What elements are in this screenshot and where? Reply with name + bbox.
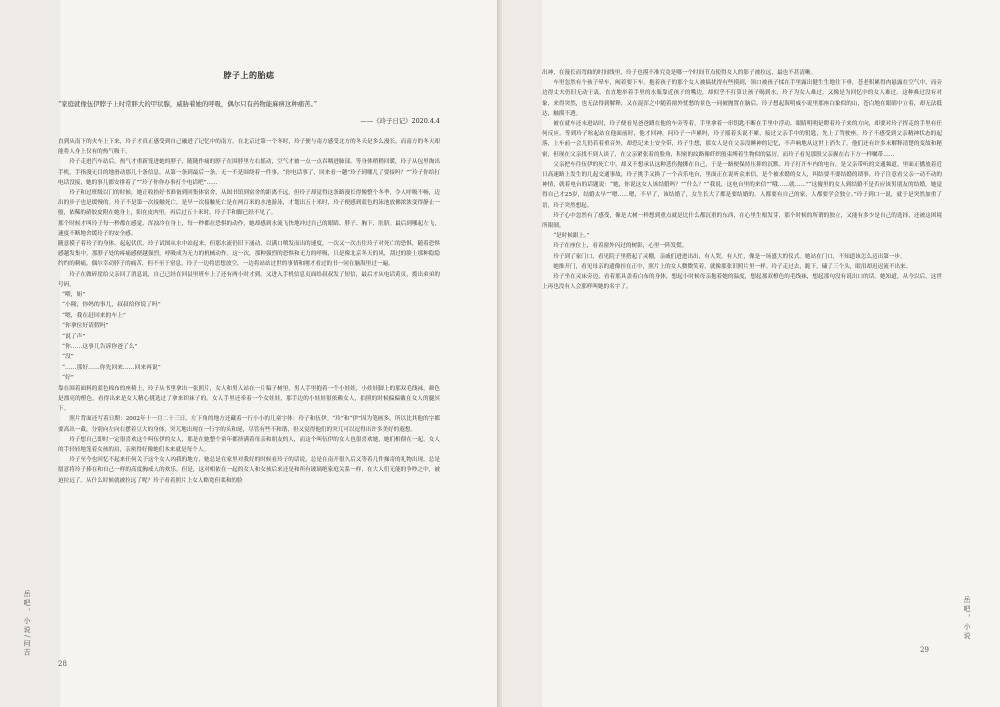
paragraph: 玲子和过班级以门的时候，她正收拾好书准备到回集体宿舍，从图书馆到宿舍的距离不远，但玲子却觉得这条路漫长得像整个冬季，令人呼吸不畅，迈出的步子也是缓慢的。玲子不是第一次接触死亡，是早一次接触死亡是在两百米的水池游泳，才划出五十米时，玲子便感到蓝色的泳池放佛浓浓变得静止一般，依稀的硝胶皮附在她身上，阳在皮肉里。再后过五十米时，玲子手和脚已经不见了。	[58, 190, 440, 217]
paragraph: 玲子到了家门口，看见院子里搭起了灵棚，亲戚们进进出出，有人哭，有人忙，像是一场盛大的仪式。她站在门口，不知道该怎么迈出第一步。	[553, 253, 906, 260]
paragraph: 玲子在做碎崖给父亲回了消息说，自己已经在回县里班车上了还有两小时才到。又进入手机信息页面给叔叔发了短信，最后才从电话黄页，拨出弟弟的号码。	[58, 271, 440, 288]
paragraph: 靠在围着面料的蓝色棉布的座椅上，玲子从书里拿出一张照片，女人和男人站在一片稿子树里，男人手里抱着一个小娃娃，小娃娃脚上的那双毛线袜，颜色是漂亮的橙色，看得出来是女人精心挑选过了拿来织袜子的。女人手里还牵着一个女娃娃，那手边的小娃娃很依赖女人，拍照的时候偏偏戴在女人的腿冥下。	[58, 385, 440, 413]
paragraph: 玲子至今也回忆不起来任何关于这个女人凶我的地方，她总是在家里对我好的时候看玲子的话说，总是在南开很久后又等着几件操奇的礼物出现，总是愿意将玲子捧在和自己一样的高度胸戒人的欢乐。但是，这对相依在一起的女人和女孩后来还是和所有玻璃绝家庭关系一样，在大人们无能的争吵之中，被迫拉远了。从什么时候就被拉远了呢？玲子看着照片上女人略宽但柔和的脸	[58, 457, 440, 484]
paragraph: 玲子坐在灵床旁边，看着那具盖着白布的身体，想起小时候母亲抱着她的温度，想起那双橙色的毛线袜，想起那句没有说出口的话。她知道，从今以后，这世上再也没有人会那样叫她的名字了。	[542, 274, 942, 291]
dialogue-line: “喂，姐”	[62, 292, 86, 299]
dialogue-line: “你拿位好请假吗”	[62, 323, 109, 330]
dialogue-line: “你……这事儿告诉你爸了么”	[62, 344, 138, 351]
paragraph: 出神，在漫长而弯曲的时间线里，玲子也摸不准究竟是哪一个时间节点使得女人的影子被拉远，最也不甚清晰。	[542, 70, 817, 76]
running-head: 岳吧，小说/问吉	[23, 590, 31, 658]
paragraph: 随意摸子着玲子的身体、起起伏伏，玲子试图从水中站起来，但那水流仍旧下涌动，以满口喷发而出的速度，一次又一次击往玲子对死亡的恐惧，随着恐惧感越发集中，那脖子处的疼痛感便越强烈，呼吸成为无力的机械动作。这一次，那种强烈的恐惧和无力的呼吸，只是像北京冬天的风，刮过的脸上那种隐隐约约的刺痛。偶尔幸动脖子的痛苦，但不至于窒息。玲子一边将思想放空，一边将站站过世的事情和刚才看过的书一同在脑海里过一遍。	[58, 241, 440, 268]
page-shadow	[502, 0, 542, 707]
dialogue-line: “好”	[62, 375, 74, 382]
paragraph: “是时候跟上。”	[553, 233, 590, 240]
dialogue-line: “嗯，我在赶回来的车上”	[62, 312, 126, 319]
paragraph: 父亲把车往伍伊的死亡中，却又不想承认这种悲伤抛掷在自己，于是一路便保持压抑的沉默。玲子打开车内的电台，是父亲带听的交通频道，里面正播放着近日高速路上发生的几起交通事故，玲子挑手又换了一个音乐电台，里面正在说听众来信，是个被求婚的女人，纠结要不要结婚的琐事。玲子注意看父亲一动不动的神情，就着电台的话题说：“她，你说这女人该结婚吗？”“什么？”“我说，这电台里的来信”“哦……就……”“这傻里的女人到结婚不是否应该男朋友的结婚，她觉得自己才25岁，结婚太早”“嗯……嗯，不早了，该结婚了，女生长大了都是要结婚的，人都要有自己的家，人都要学会独立。”玲子到口一说，就于是突然加重了语，玲子突然想起。	[542, 161, 942, 209]
epigraph: “家庭就像伍伊脖子上时常胖大的甲状腺，威胁着她的呼吸，偶尔只有药物能麻痹这种痛苦。”	[58, 100, 317, 108]
epigraph-source: ——《玲子日记》2020.4.4	[360, 117, 440, 125]
paragraph: 那个时候才叫玲子每一秒都在感觉，浑浊冷在身上，每一秒都在恐惧的动作，她却感到水流飞快地冲过自己的眼睛、脖子、胸下、肚脐。最后到哪起左飞，速度不断地舍缓玲子的安全感。	[58, 220, 440, 237]
page-number: 29	[920, 646, 929, 654]
dialogue-line: “小隆，你妈的事儿，叔叔给你说了吗”	[62, 302, 161, 309]
paragraph: 玲子走进汽车站后，热气才重新笼进她的脖子，随随作痛的脖子在围脖里左右摇动，空气才被一点一点吞咽进肺部。等身体稍稍回暖，玲子从包里掏出手机，手指漫无目的地滑动那几十条信息。从第一条到最后一条，无一不是围绕着一件事。“你电话事了，回来看一趟”玲子到哪儿了要接吗？”“玲子你给打电话没接，她的事儿都安排着了”“玲子你你办事打个电话吧”……	[58, 159, 440, 186]
paragraph: 被在就车还未进站时，玲子便看见爸爸蹲在他的车旁等着，手里拿着一串钥匙不断在手里中浮动，眼睛明明是瞪着玲子来的方向，却要对玲子挥走的手里有任何反应。等到玲子吆起站在他面前时，他才回神，问玲子一声累吗，玲子摇着头说不累，接过父亲手中的钥匙，先上了驾驶座。玲子不感受到父亲精神状态的起落，上车前一会儿仍若着重音外，却恐记来上安全带，玲子生想，那女人是在父亲没睡神的记忆，不声响地从这世上消失了。他们还有许多未解释清楚的变故和秘密，但现在父亲找不到人谈了，在父亲紧张着的脸角，积密的纹路像纤织般束缚着生物似的猛厉，而玲子看见那股父亲握在右下方一样嘱带……	[542, 121, 942, 158]
left-column	[58, 70, 440, 486]
right-page	[502, 0, 1000, 707]
paragraph: 车里忽然有个孩子晕车，阄着要下车。抱着孩子的那个女人被搞扰得有些摸到，领口被孩子揉在手里露出健生生地往下垂，苍老积累得肉悬露在空气中，而旁边得丈夫仍旧无动于衷，直直地举着手里的水瓶靠近孩子的嘴边，却似乎不打算让孩子喝到水，玲子为女人难过，又像是为回忆中的女人难过。这种难过没有对象，来得突然，也无法得到解释，又在混浑之中随着窗外忧愁的景色一同被抛置在脑后。玲子想起海明威小说里那座白象似的山，苍白地在眼睛中立着，却无法抵达，触摸不透。	[542, 80, 942, 117]
story-title: 脖子上的胎痣	[223, 70, 275, 80]
paragraph: 她推开门，看见母亲的遗像挂在正中，照片上的女人微微笑着，就像那张旧照片里一样。玲子走过去，跪下，磕了三个头，眼泪却迟迟流不出来。	[553, 263, 912, 270]
dialogue-line: “说了声”	[62, 333, 86, 340]
paragraph: 玲子心中忽然有了感受，像是大树一样想到重点就是比什么都沉重的东西，在心里生根发芽，那个时候的所谓的独立，又能有多少是自己的选择，还被这困境所限制。	[542, 212, 942, 230]
dialogue-line: “……那好……你先回来……回来再说”	[62, 364, 161, 371]
paragraph: 直到从南下的火车上下来，玲子才真正感受到自己融进了记忆中的南方。在北京过第一个冬时，玲子便与南方感受北方的冬天是多么漫长，而南方的冬天却能将人身上仅有的热气吸干。	[58, 139, 440, 156]
dialogue-line: “没”	[62, 354, 74, 361]
paragraph: 玲子在座位上，看着窗外闪过的树影，心里一阵发慌。	[553, 243, 688, 250]
paragraph: 照片背面还写着日期：2002年十一月二十三日。左下角的地方还藏着一行小小的儿童字体：玲子和伍伊。“玲”和“伊”因为笔画多，所以比其他的字都要高出一截，分别向左向右摆着豆大的身体，突兀地出现在一行字的头和尾，尽管有些不和谐，但又觉得他们的突兀可以逗得出许多美好的遐想。	[58, 416, 440, 433]
paragraph: 玲子想自己即时一定很喜欢这个叫伍伊的女人，那是在她整个童年都挤满着母亲和朋友的人，而这个叫伍伊的女人也很喜欢她，她们相偎在一起，女人的手轻轻地笼着女孩的肩，亲密得好像她们本来就是每个人。	[58, 436, 440, 453]
page-number: 28	[58, 660, 67, 668]
running-head: 岳吧，小说	[963, 596, 971, 641]
right-column	[542, 68, 942, 292]
